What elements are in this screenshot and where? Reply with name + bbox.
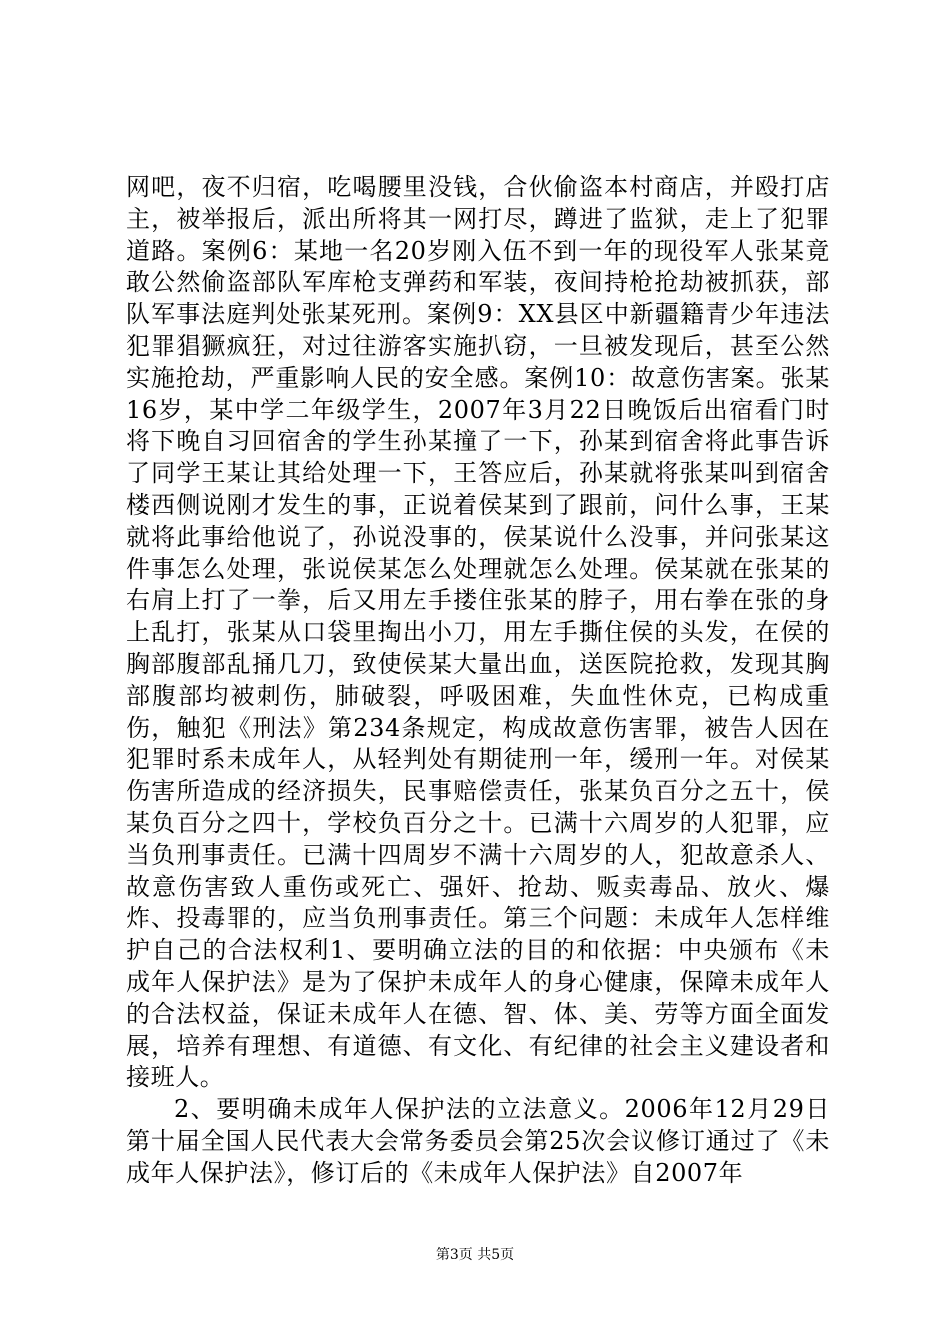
body-paragraph-1: 网吧，夜不归宿，吃喝腰里没钱，合伙偷盗本村商店，并殴打店主，被举报后，派出所将其一网打尽，蹲进了监狱，走上了犯罪道路。案例6：某地一名20岁刚入伍不到一年的现役军人张某竟敢公然偷盗部队军库枪支弹药和军装，夜间持枪抢劫被抓获，部队军事法庭判处张某死刑。案例9：XX县区中新疆籍青少年违法犯罪猖獗疯狂，对过往游客实施扒窃，一旦被发现后，甚至公然实施抢劫，严重影响人民的安全感。案例10：故意伤害案。张某16岁，某中学二年级学生，2007年3月22日晚饭后出宿看门时将下晚自习回宿舍的学生孙某撞了一下，孙某到宿舍将此事告诉了同学王某让其给处理一下，王答应后，孙某就将张某叫到宿舍楼西侧说刚才发生的事，正说着侯某到了跟前，问什么事，王某就将此事给他说了，孙说没事的，侯某说什么没事，并问张某这件事怎么处理，张说侯某怎么处理就怎么处理。侯某就在张某的右肩上打了一拳，后又用左手搂住张某的脖子，用右拳在张的身上乱打，张某从口袋里掏出小刀，用左手撕住侯的头发，在侯的胸部腹部乱捅几刀，致使侯某大量出血，送医院抢救，发现其胸部腹部均被刺伤，肺破裂，呼吸困难，失血性休克，已构成重伤，触犯《刑法》第234条规定，构成故意伤害罪，被告人因在犯罪时系未成年人，从轻判处有期徒刑一年，缓刑一年。对侯某伤害所造成的经济损失，民事赔偿责任，张某负百分之五十，侯某负百分之四十，学校负百分之十。已满十六周岁的人犯罪，应当负刑事责任。已满十四周岁不满十六周岁的人，犯故意杀人、故意伤害致人重伤或死亡、强奸、抢劫、贩卖毒品、放火、爆炸、投毒罪的，应当负刑事责任。第三个问题：未成年人怎样维护自己的合法权利1、要明确立法的目的和依据：中央颁布《未成年人保护法》是为了保护未成年人的身心健康，保障未成年人的合法权益，保证未成年人在德、智、体、美、劳等方面全面发展，培养有理想、有道德、有文化、有纪律的社会主义建设者和接班人。	[126, 173, 830, 1092]
page-number-footer: 第3页 共5页	[435, 1247, 515, 1263]
document-body	[126, 172, 830, 1190]
body-paragraph-2: 2、要明确未成年人保护法的立法意义。2006年12月29日第十届全国人民代表大会常务委员会第25次会议修订通过了《未成年人保护法》，修订后的《未成年人保护法》自2007年	[126, 1095, 830, 1187]
